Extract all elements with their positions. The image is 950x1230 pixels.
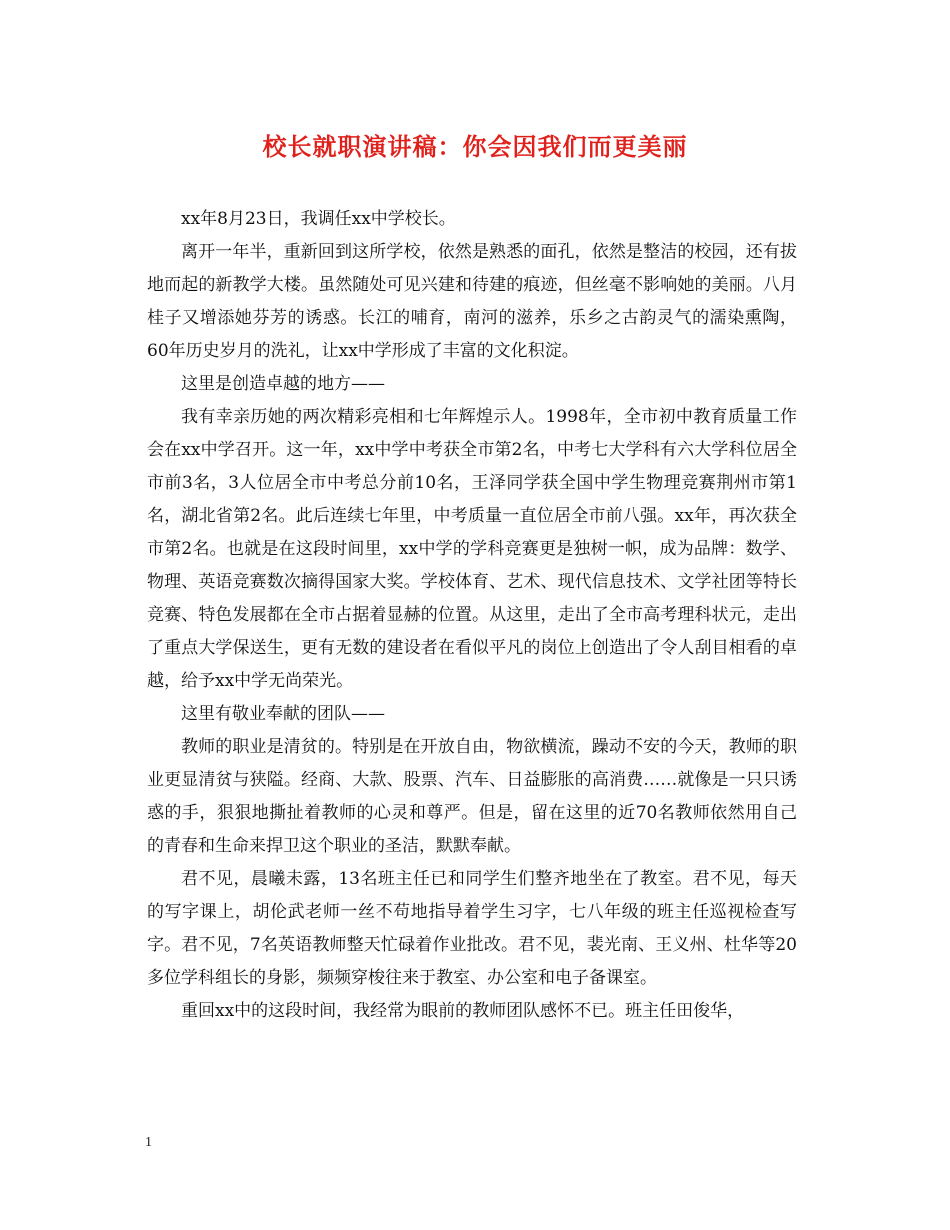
paragraph: xx年8月23日，我调任xx中学校长。 — [181, 209, 456, 229]
paragraph: 教师的职业是清贫的。特别是在开放自由，物欲横流，躁动不安的今天，教师的职业更显清贫与狭隘。经商、大款、股票、汽车、日益膨胀的高消费……就像是一只只诱惑的手，狠狠地撕扯着教师的心灵和尊严。但是，留在这里的近70名教师依然用自己的青春和生命来捍卫这个职业的圣洁，默默奉献。 — [147, 737, 797, 856]
document-body — [147, 203, 797, 1028]
paragraph: 离开一年半，重新回到这所学校，依然是熟悉的面孔，依然是整洁的校园，还有拔地而起的新教学大楼。虽然随处可见兴建和待建的痕迹，但丝毫不影响她的美丽。八月桂子又增添她芬芳的诱惑。长江的哺育，南河的滋养，乐乡之古韵灵气的濡染熏陶，60年历史岁月的洗礼，让xx中学形成了丰富的文化积淀。 — [147, 242, 797, 361]
paragraph: 我有幸亲历她的两次精彩亮相和七年辉煌示人。1998年，全市初中教育质量工作会在xx中学召开。这一年，xx中学中考获全市第2名，中考七大学科有六大学科位居全市前3名，3人位居全市中考总分前10名，王泽同学获全国中学生物理竞赛荆州市第1名，湖北省第2名。此后连续七年里，中考质量一直位居全市前八强。xx年，再次获全市第2名。也就是在这段时间里，xx中学的学科竞赛更是独树一帜，成为品牌：数学、物理、英语竞赛数次摘得国家大奖。学校体育、艺术、现代信息技术、文学社团等特长竞赛、特色发展都在全市占据着显赫的位置。从这里，走出了全市高考理科状元，走出了重点大学保送生，更有无数的建设者在看似平凡的岗位上创造出了令人刮目相看的卓越，给予xx中学无尚荣光。 — [147, 407, 797, 691]
paragraph: 君不见，晨曦未露，13名班主任已和同学生们整齐地坐在了教室。君不见，每天的写字课上，胡伦武老师一丝不苟地指导着学生习字，七八年级的班主任巡视检查写字。君不见，7名英语教师整天忙碌着作业批改。君不见，裴光南、王义州、杜华等20多位学科组长的身影，频频穿梭往来于教室、办公室和电子备课室。 — [147, 869, 797, 988]
section-heading: 这里是创造卓越的地方—— — [181, 374, 385, 394]
paragraph: 重回xx中的这段时间，我经常为眼前的教师团队感怀不已。班主任田俊华， — [181, 1001, 745, 1021]
section-heading: 这里有敬业奉献的团队—— — [181, 704, 385, 724]
page-number: 1 — [145, 1135, 152, 1150]
document-title: 校长就职演讲稿：你会因我们而更美丽 — [262, 132, 688, 161]
